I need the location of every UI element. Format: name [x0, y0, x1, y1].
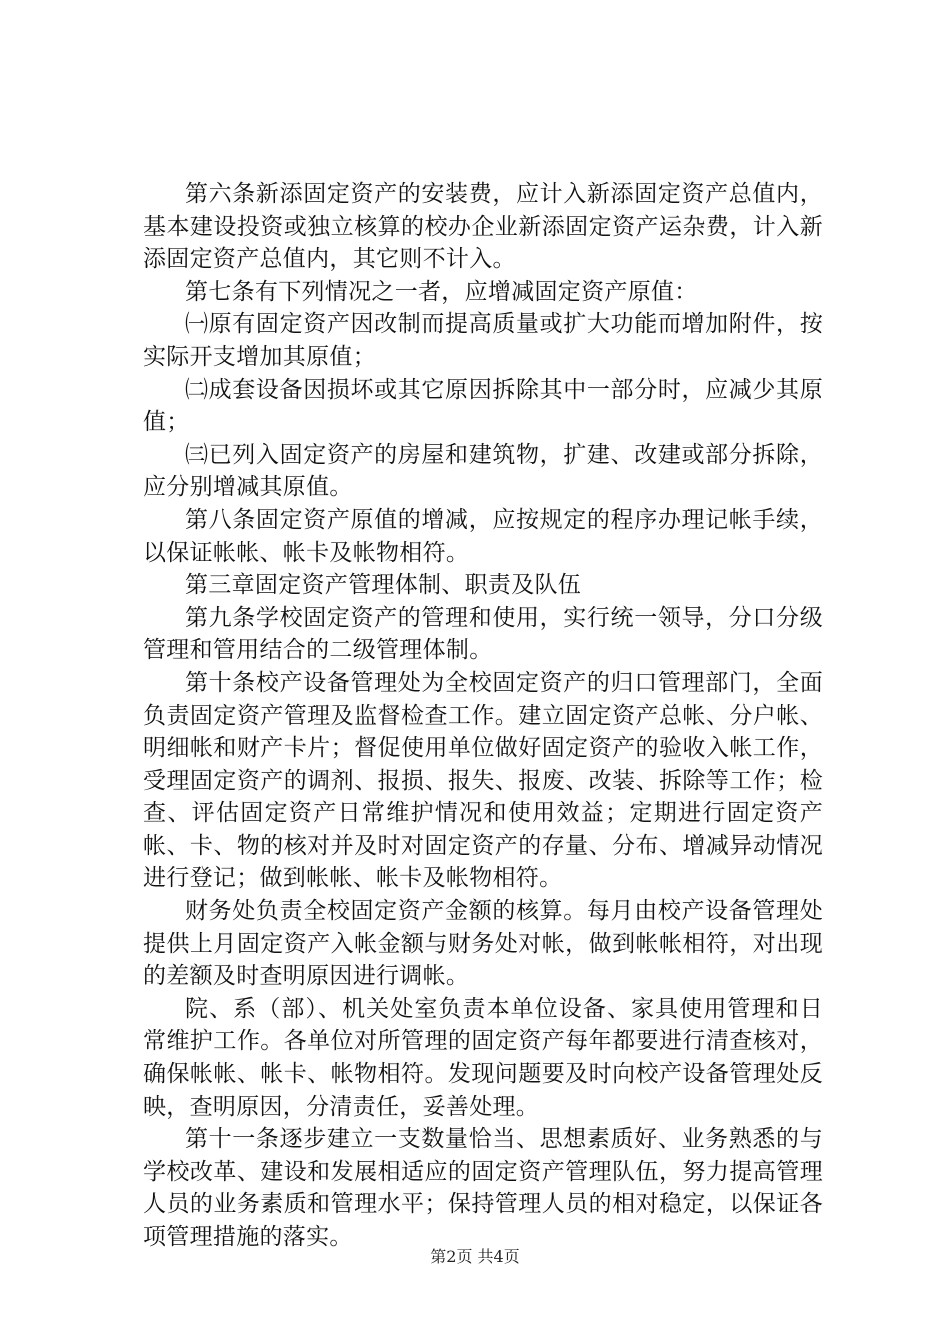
- paragraph-article-6: 第六条新添固定资产的安装费，应计入新添固定资产总值内，基本建设投资或独立核算的校办企业新添固定资产运杂费，计入新添固定资产总值内，其它则不计入。: [143, 181, 823, 273]
- paragraph-article-8: 第八条固定资产原值的增减，应按规定的程序办理记帐手续，以保证帐帐、帐卡及帐物相符。: [143, 506, 823, 566]
- chapter-heading: 第三章固定资产管理体制、职责及队伍: [185, 572, 582, 599]
- paragraph-article-9: 第九条学校固定资产的管理和使用，实行统一领导，分口分级管理和管用结合的二级管理体制。: [143, 604, 823, 664]
- paragraph-item-2: ㈡成套设备因损坏或其它原因拆除其中一部分时，应减少其原值；: [143, 376, 823, 436]
- paragraph-article-11: 第十一条逐步建立一支数量恰当、思想素质好、业务熟悉的与学校改革、建设和发展相适应的固定资产管理队伍，努力提高管理人员的业务素质和管理水平；保持管理人员的相对稳定，以保证各项管理措施的落实。: [143, 1126, 823, 1250]
- paragraph-item-1: ㈠原有固定资产因改制而提高质量或扩大功能而增加附件，按实际开支增加其原值；: [143, 311, 823, 370]
- document-body: [143, 178, 823, 1254]
- paragraph-article-10: 第十条校产设备管理处为全校固定资产的归口管理部门，全面负责固定资产管理及监督检查工作。建立固定资产总帐、分户帐、明细帐和财产卡片；督促使用单位做好固定资产的验收入帐工作，受理固定资产的调剂、报损、报失、报废、改装、拆除等工作；检查、评估固定资产日常维护情况和使用效益；定期进行固定资产帐、卡、物的核对并及时对固定资产的存量、分布、增减异动情况进行登记；做到帐帐、帐卡及帐物相符。: [143, 669, 823, 892]
- paragraph-article-7: 第七条有下列情况之一者，应增减固定资产原值：: [185, 278, 698, 305]
- paragraph-item-3: ㈢已列入固定资产的房屋和建筑物，扩建、改建或部分拆除，应分别增减其原值。: [143, 441, 823, 501]
- paragraph-departments: 院、系（部）、机关处室负责本单位设备、家具使用管理和日常维护工作。各单位对所管理的固定资产每年都要进行清查核对，确保帐帐、帐卡、帐物相符。发现问题要及时向校产设备管理处反映，查明原因，分清责任，妥善处理。: [143, 995, 823, 1120]
- paragraph-finance-office: 财务处负责全校固定资产金额的核算。每月由校产设备管理处提供上月固定资产入帐金额与财务处对帐，做到帐帐相符，对出现的差额及时查明原因进行调帐。: [143, 898, 823, 990]
- page-number-footer: 第2页 共4页: [430, 1247, 520, 1266]
